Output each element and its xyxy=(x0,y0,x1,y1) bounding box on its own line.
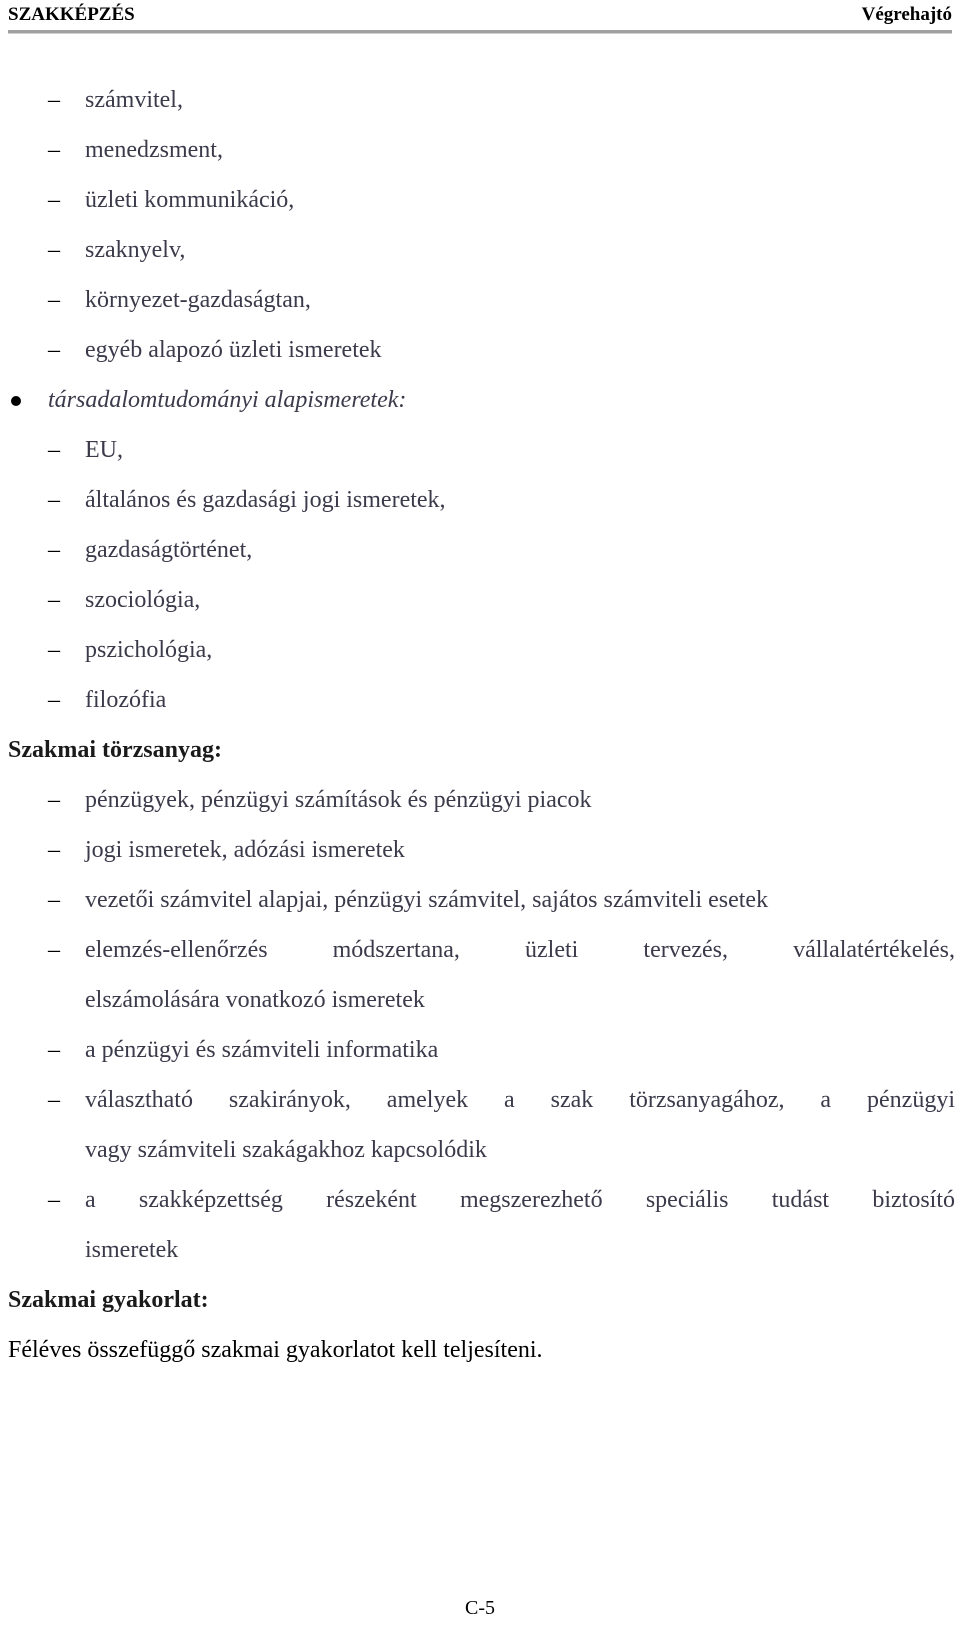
section-heading: Szakmai gyakorlat: xyxy=(8,1287,209,1313)
header-right-title: Végrehajtó xyxy=(861,4,952,25)
page-header xyxy=(8,0,952,30)
page-number: C-5 xyxy=(465,1597,495,1619)
bullet-dot-icon xyxy=(11,396,21,406)
header-divider xyxy=(8,30,952,34)
header-left-title: SZAKKÉPZÉS xyxy=(8,4,135,25)
paragraph-text: Féléves összefüggő szakmai gyakorlatot kell teljesíteni. xyxy=(8,1337,543,1363)
section-heading: Szakmai törzsanyag: xyxy=(8,737,222,763)
